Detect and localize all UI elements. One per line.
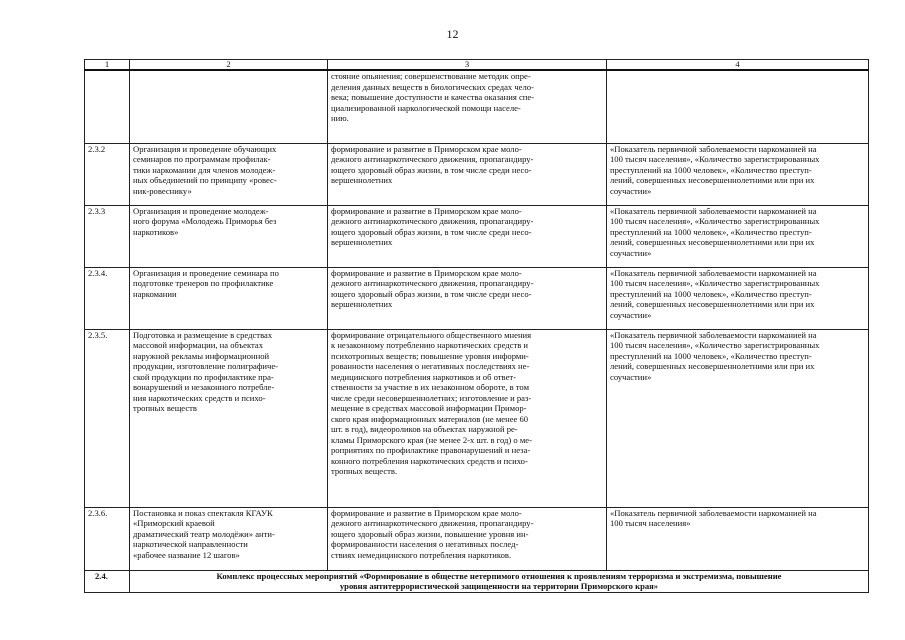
row-number: 2.3.2 xyxy=(85,143,130,205)
table-row xyxy=(85,205,869,267)
column-header-3: 3 xyxy=(328,60,607,71)
column-header-4: 4 xyxy=(607,60,869,71)
measure-result: формирование и развитие в Приморском крае моло- дежного антинаркотического движения, пропагандиру- ющего здоровый образ жизни, в том числе среди несо- вершеннолетних xyxy=(328,205,607,267)
measure-name: Постановка и показ спектакля КГАУК «Приморский краевой драматический театр молодёжи» анти- наркотической направленности «рабочее название 12 шагов» xyxy=(130,507,328,570)
row-number: 2.3.6. xyxy=(85,507,130,570)
measure-name: Организация и проведение обучающих семинаров по программам профилак- тики наркомании для членов молодеж- ных объединений по принципу «ровес- ник-ровеснику» xyxy=(130,143,328,205)
table-row xyxy=(85,143,869,205)
column-header-row xyxy=(85,60,869,71)
table-row xyxy=(85,507,869,570)
table-row xyxy=(85,329,869,507)
row-number: 2.3.4. xyxy=(85,267,130,329)
section-row xyxy=(85,570,869,592)
continuation-row xyxy=(85,70,869,143)
measure-result: формирование отрицательного общественного мнения к незаконному потреблению наркотических средств и психотропных веществ; повышение уровня информи- рованности населения о негативных последствиях не- медицинского потребления наркотиков и об ответ- ственности за участие в их незаконном обороте, в том числе среди несовершеннолетних; изготовление и раз- мещение в средствах массовой информации Примор- ского края информационных материалов (не менее 60 шт. в год), видеороликов на объектах наружной ре- кламы Приморского края (не менее 2-х шт. в год) о ме- роприятиях по профилактике правонарушений и неза- конного потребления наркотических средств и психо- тропных веществ. xyxy=(328,329,607,507)
column-header-1: 1 xyxy=(85,60,130,71)
page-number: 12 xyxy=(446,27,459,41)
measure-name: Организация и проведение семинара по подготовке тренеров по профилактике наркомании xyxy=(130,267,328,329)
measure-indicators: «Показатель первичной заболеваемости наркоманией на 100 тысяч населения», «Количество зарегистрированных преступлений на 1000 человек», «Количество преступ- лений, совершенных несовершеннолетними или при их соучастии» xyxy=(607,143,869,205)
measure-result: формирование и развитие в Приморском крае моло- дежного антинаркотического движения, пропагандиру- ющего здоровый образ жизни, в том числе среди несо- вершеннолетних xyxy=(328,267,607,329)
measure-result: формирование и развитие в Приморском крае моло- дежного антинаркотического движения, пропагандиру- ющего здоровый образ жизни, повышение уровня ин- формированности населения о негативных послед- ствиях немедицинского потребления наркотиков. xyxy=(328,507,607,570)
section-number: 2.4. xyxy=(85,570,130,592)
continuation-text: стояние опьянения; совершенствование методик опре- деления данных веществ в биологических средах чело- века; повышение доступности и качества оказания спе- циализированной наркологической помощи населе- нию. xyxy=(328,70,607,143)
section-title: Комплекс процессных мероприятий «Формирование в обществе нетерпимого отношения к проявлениям терроризма и экстремизма, повышение уровня антитеррористической защищенности на территории Приморского края» xyxy=(130,570,869,592)
column-header-2: 2 xyxy=(130,60,328,71)
measure-name: Подготовка и размещение в средствах массовой информации, на объектах наружной рекламы информационной продукции, изготовление полиграфиче- ской продукции по профилактике пра- вонарушений и незаконного потребле- ния наркотических средств и психо- тропных веществ xyxy=(130,329,328,507)
measure-indicators: «Показатель первичной заболеваемости наркоманией на 100 тысяч населения» xyxy=(607,507,869,570)
table-row xyxy=(85,267,869,329)
measure-indicators: «Показатель первичной заболеваемости наркоманией на 100 тысяч населения», «Количество зарегистрированных преступлений на 1000 человек», «Количество преступ- лений, совершенных несовершеннолетними или при их соучастии» xyxy=(607,267,869,329)
measure-result: формирование и развитие в Приморском крае моло- дежного антинаркотического движения, пропагандиру- ющего здоровый образ жизни, в том числе среди несо- вершеннолетних xyxy=(328,143,607,205)
row-number: 2.3.5. xyxy=(85,329,130,507)
measure-name: Организация и проведение молодеж- ного форума «Молодежь Приморья без наркотиков» xyxy=(130,205,328,267)
measures-table xyxy=(84,59,869,593)
row-number: 2.3.3 xyxy=(85,205,130,267)
measure-indicators: «Показатель первичной заболеваемости наркоманией на 100 тысяч населения», «Количество зарегистрированных преступлений на 1000 человек», «Количество преступ- лений, совершенных несовершеннолетними или при их соучастии» xyxy=(607,205,869,267)
measure-indicators: «Показатель первичной заболеваемости наркоманией на 100 тысяч населения», «Количество зарегистрированных преступлений на 1000 человек», «Количество преступ- лений, совершенных несовершеннолетними или при их соучастии» xyxy=(607,329,869,507)
